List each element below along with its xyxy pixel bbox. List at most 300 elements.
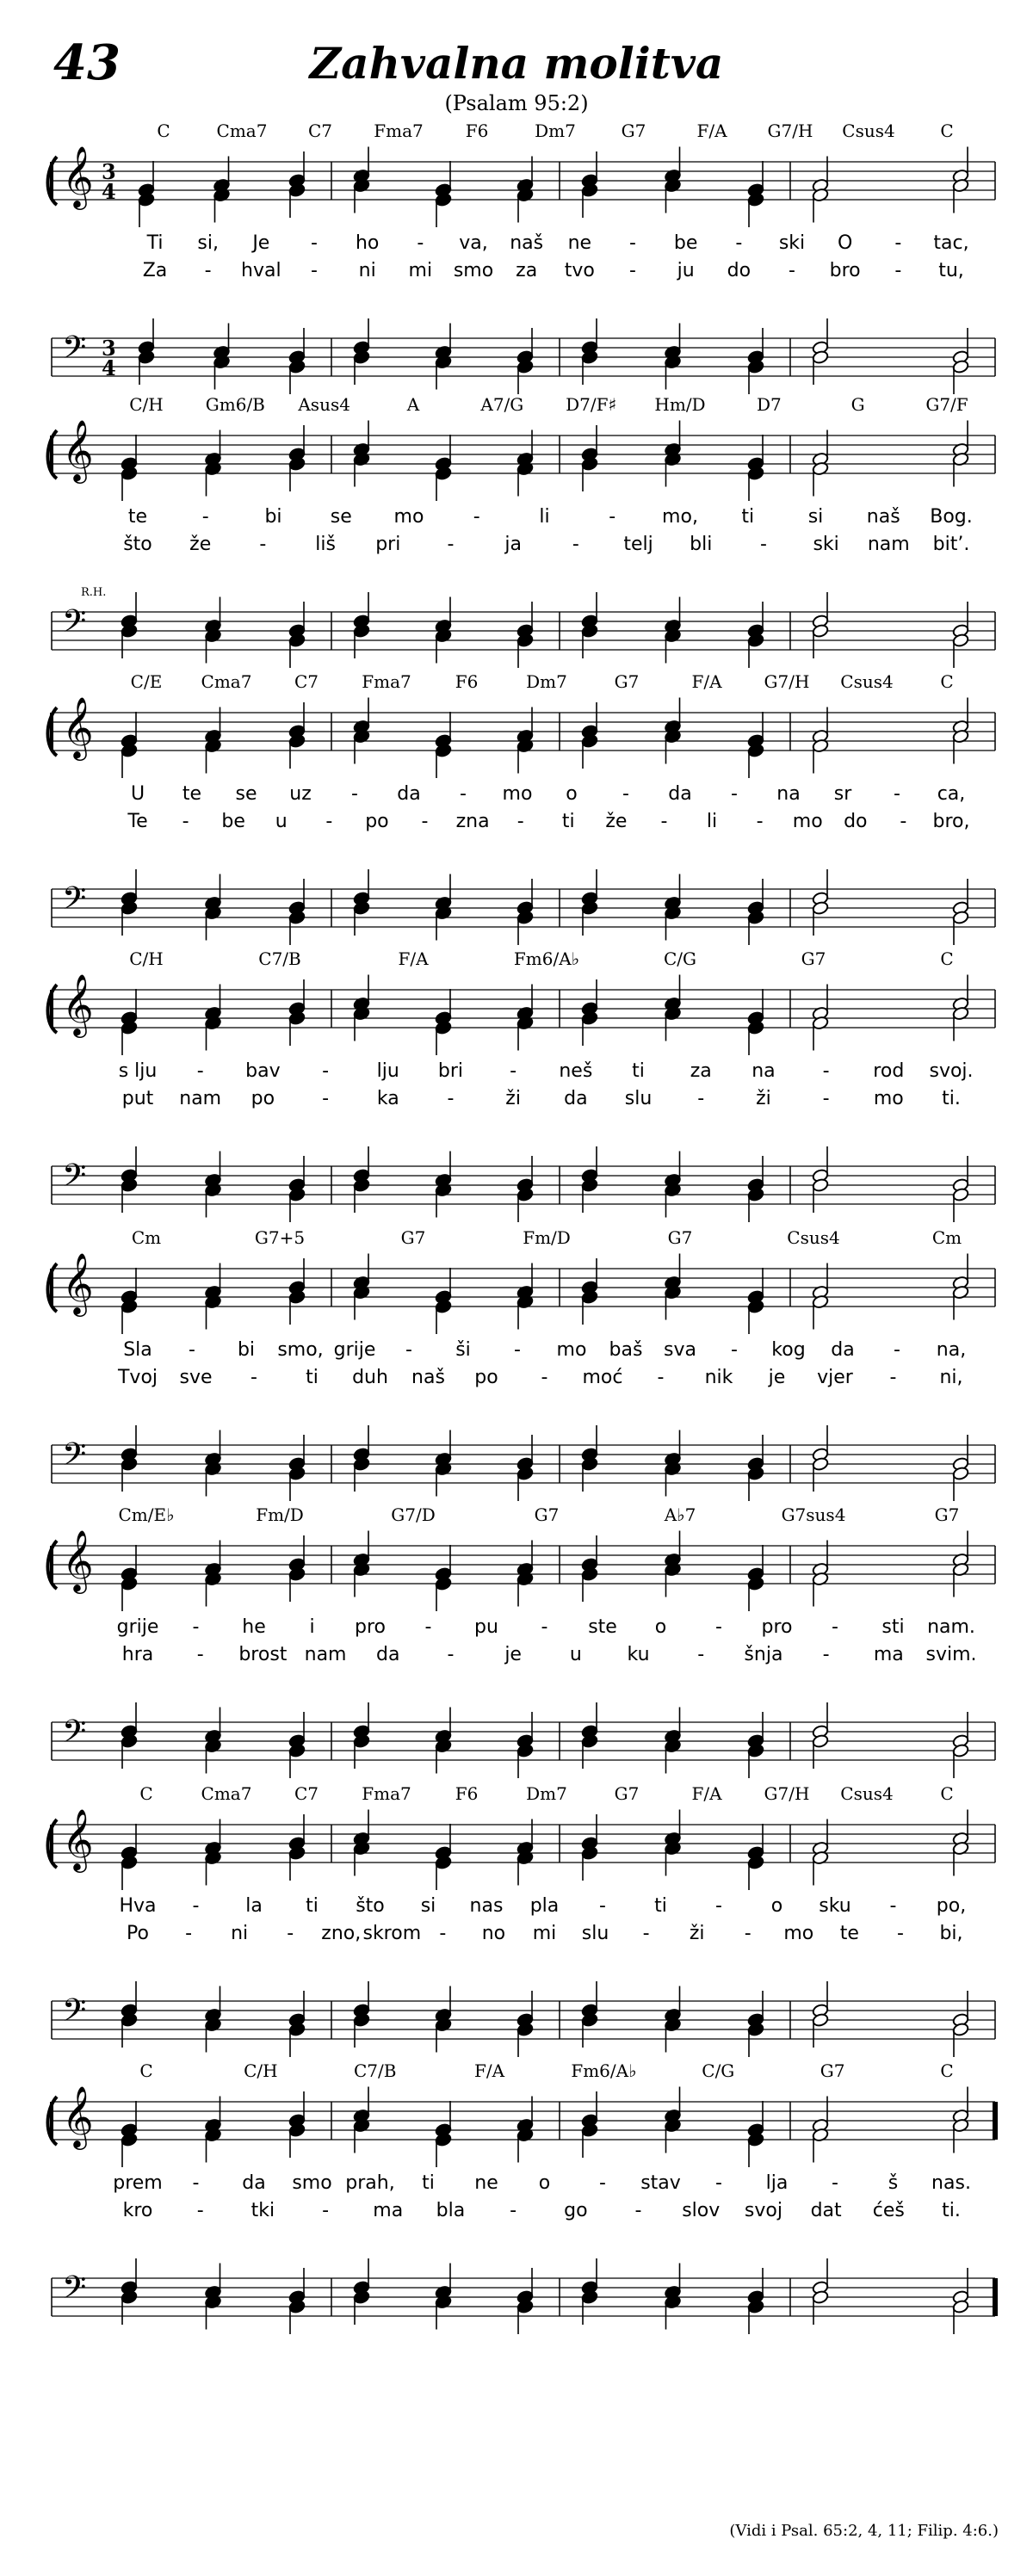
chord-symbol: Cm bbox=[131, 1227, 162, 1248]
chord-symbol: G7 bbox=[400, 1227, 426, 1248]
lyric-syllable: na bbox=[776, 783, 801, 805]
lyric-syllable: naš bbox=[411, 1367, 445, 1388]
lyric-syllable: - bbox=[185, 1923, 193, 1944]
lyric-syllable: ma bbox=[373, 2200, 404, 2221]
chord-symbol: F6 bbox=[455, 671, 479, 692]
lyric-syllable: svoj bbox=[744, 2200, 782, 2221]
lyric-syllable: ćeš bbox=[872, 2200, 905, 2221]
chord-symbol: Cm/E♭ bbox=[118, 1504, 175, 1525]
lyric-syllable: liš bbox=[315, 534, 336, 555]
chord-symbol: C7 bbox=[294, 671, 319, 692]
lyric-syllable: nam. bbox=[927, 1616, 975, 1638]
lyric-syllable: smo, bbox=[277, 1339, 324, 1361]
lyric-syllable: - bbox=[201, 506, 209, 528]
lyric-syllable: - bbox=[196, 1060, 204, 1082]
chord-symbol: G7sus4 bbox=[781, 1504, 846, 1525]
lyric-syllable: brost bbox=[238, 1644, 288, 1665]
treble-clef-icon: 𝄞 bbox=[62, 418, 94, 481]
lyric-syllable: ni, bbox=[939, 1367, 963, 1388]
chord-symbol: Cm bbox=[931, 1227, 962, 1248]
music-system bbox=[52, 120, 999, 430]
lyric-syllable: - bbox=[756, 811, 764, 832]
lyric-syllable: u bbox=[569, 1644, 582, 1665]
lyric-syllable: - bbox=[822, 1644, 830, 1665]
lyric-syllable: da bbox=[564, 1088, 588, 1109]
lyric-syllable: - bbox=[182, 811, 189, 832]
music-system bbox=[52, 948, 999, 1258]
chord-symbol: C bbox=[157, 120, 170, 141]
lyric-syllable: pri bbox=[375, 534, 401, 555]
lyric-syllable: nik bbox=[704, 1367, 733, 1388]
chord-symbol: F/A bbox=[696, 120, 727, 141]
lyric-syllable: - bbox=[822, 1088, 830, 1109]
staff-svg bbox=[52, 1513, 999, 1788]
chord-symbol: C7/B bbox=[258, 948, 301, 969]
lyric-syllable: nam bbox=[304, 1644, 347, 1665]
lyric-syllable: - bbox=[417, 232, 424, 254]
lyric-syllable: go bbox=[564, 2200, 588, 2221]
lyric-syllable: ti bbox=[422, 2172, 435, 2194]
lyric-syllable: nas. bbox=[931, 2172, 971, 2194]
lyric-syllable: - bbox=[697, 1088, 705, 1109]
lyric-syllable: O bbox=[837, 232, 853, 254]
chord-symbol: C bbox=[940, 2060, 954, 2081]
chord-symbol: G7/D bbox=[391, 1504, 436, 1525]
chord-symbol: G7 bbox=[621, 120, 646, 141]
lyric-syllable: - bbox=[424, 1616, 432, 1638]
chord-symbol: Hm/D bbox=[654, 394, 706, 415]
lyric-syllable: sve bbox=[179, 1367, 213, 1388]
lyric-syllable: va, bbox=[459, 232, 488, 254]
chord-symbol: Fma7 bbox=[374, 120, 424, 141]
lyric-syllable: - bbox=[889, 1367, 897, 1388]
chord-symbol: Cma7 bbox=[216, 120, 268, 141]
time-signature-denominator: 4 bbox=[102, 179, 116, 204]
lyric-syllable: - bbox=[287, 1923, 294, 1944]
chord-symbol: Dm7 bbox=[526, 671, 567, 692]
chord-symbol: Csus4 bbox=[787, 1227, 840, 1248]
lyric-syllable: - bbox=[731, 1339, 738, 1361]
bass-clef-icon: 𝄢 bbox=[62, 330, 87, 374]
music-system bbox=[52, 1227, 999, 1537]
lyric-syllable: - bbox=[460, 783, 467, 805]
lyric-syllable: Sla bbox=[123, 1339, 152, 1361]
lyric-syllable: ži bbox=[756, 1088, 771, 1109]
lyric-syllable: što bbox=[123, 534, 152, 555]
lyric-syllable: da bbox=[376, 1644, 400, 1665]
music-system bbox=[52, 394, 999, 704]
chord-symbol: C bbox=[940, 1783, 954, 1804]
chord-symbol: G7 bbox=[534, 1504, 560, 1525]
bass-clef-icon: 𝄢 bbox=[62, 880, 87, 924]
lyric-syllable: - bbox=[447, 534, 455, 555]
lyric-syllable: sr bbox=[833, 783, 852, 805]
lyric-syllable: Je bbox=[252, 232, 270, 254]
lyric-syllable: - bbox=[572, 534, 579, 555]
lyric-syllable: - bbox=[421, 811, 429, 832]
time-signature-denominator: 4 bbox=[102, 355, 116, 380]
lyric-syllable: - bbox=[251, 1367, 257, 1388]
lyric-syllable: što bbox=[356, 1895, 385, 1917]
lyric-syllable: - bbox=[311, 260, 318, 281]
chord-symbol: G7 bbox=[614, 1783, 640, 1804]
lyric-syllable: - bbox=[715, 2172, 722, 2194]
lyric-syllable: - bbox=[832, 2172, 838, 2194]
lyric-syllable: si bbox=[807, 506, 824, 528]
lyric-syllable: - bbox=[541, 1616, 548, 1638]
chord-symbol: Fma7 bbox=[362, 671, 411, 692]
lyric-syllable: ju bbox=[677, 260, 695, 281]
lyric-syllable: - bbox=[541, 1367, 548, 1388]
lyric-syllable: hval bbox=[241, 260, 281, 281]
lyric-syllable: nam bbox=[867, 534, 910, 555]
lyric-syllable: lju bbox=[376, 1060, 399, 1082]
chord-symbol: Asus4 bbox=[298, 394, 350, 415]
lyric-syllable: o bbox=[654, 1616, 667, 1638]
lyric-syllable: do bbox=[727, 260, 752, 281]
chord-symbol: C/H bbox=[129, 948, 164, 969]
lyric-syllable: ti. bbox=[942, 2200, 961, 2221]
chord-symbol: G7 bbox=[667, 1227, 693, 1248]
lyric-syllable: - bbox=[894, 1339, 900, 1361]
lyric-syllable: ži bbox=[689, 1923, 705, 1944]
lyric-syllable: - bbox=[657, 1367, 665, 1388]
lyric-syllable: se bbox=[235, 783, 257, 805]
lyric-syllable: tki bbox=[251, 2200, 275, 2221]
lyric-syllable: slu bbox=[624, 1088, 653, 1109]
chord-symbol: C7 bbox=[307, 120, 333, 141]
lyric-syllable: - bbox=[259, 534, 267, 555]
lyric-syllable: je bbox=[768, 1367, 786, 1388]
lyric-syllable: mo bbox=[873, 1088, 904, 1109]
lyric-syllable: - bbox=[510, 2200, 517, 2221]
treble-clef-icon: 𝄞 bbox=[62, 1251, 94, 1314]
lyric-syllable: mo bbox=[783, 1923, 814, 1944]
lyric-syllable: - bbox=[660, 811, 668, 832]
chord-symbol: F6 bbox=[465, 120, 489, 141]
chord-symbol: G7/H bbox=[767, 120, 813, 141]
lyric-syllable: slu bbox=[581, 1923, 609, 1944]
lyric-syllable: vjer bbox=[817, 1367, 853, 1388]
chord-symbol: F/A bbox=[691, 1783, 722, 1804]
lyric-syllable: mo bbox=[556, 1339, 587, 1361]
lyric-syllable: tu, bbox=[938, 260, 964, 281]
lyric-syllable: mi bbox=[408, 260, 433, 281]
chord-symbol: A bbox=[406, 394, 420, 415]
bass-clef-icon: 𝄢 bbox=[62, 1714, 87, 1757]
lyric-syllable: - bbox=[510, 1060, 517, 1082]
lyric-syllable: pla bbox=[529, 1895, 560, 1917]
chord-symbol: Dm7 bbox=[526, 1783, 567, 1804]
lyric-syllable: - bbox=[715, 1895, 722, 1917]
lyric-syllable: ku bbox=[627, 1644, 650, 1665]
lyric-syllable: put bbox=[121, 1088, 154, 1109]
lyric-syllable: svim. bbox=[925, 1644, 977, 1665]
chord-symbol: C/H bbox=[244, 2060, 278, 2081]
hymn-subtitle: (Psalam 95:2) bbox=[444, 91, 589, 115]
lyric-syllable: mo bbox=[502, 783, 533, 805]
lyric-syllable: ski bbox=[778, 232, 806, 254]
lyric-syllable: pro bbox=[355, 1616, 386, 1638]
chord-symbol: C/H bbox=[129, 394, 164, 415]
lyric-syllable: - bbox=[634, 2200, 642, 2221]
lyric-syllable: bla bbox=[436, 2200, 466, 2221]
lyric-syllable: - bbox=[204, 260, 212, 281]
treble-clef-icon: 𝄞 bbox=[62, 695, 94, 758]
lyric-syllable: da bbox=[397, 783, 421, 805]
lyric-syllable: - bbox=[514, 1339, 521, 1361]
lyric-syllable: naš bbox=[866, 506, 900, 528]
lyric-syllable: ti bbox=[741, 506, 755, 528]
lyric-syllable: - bbox=[516, 811, 524, 832]
lyric-syllable: sku bbox=[819, 1895, 851, 1917]
hymn-number: 43 bbox=[53, 34, 121, 91]
lyric-syllable: ma bbox=[873, 1644, 904, 1665]
chord-symbol: G7/H bbox=[764, 671, 810, 692]
lyric-syllable: ski bbox=[813, 534, 839, 555]
lyric-syllable: - bbox=[731, 783, 738, 805]
lyric-syllable: li bbox=[706, 811, 718, 832]
bass-clef-icon: 𝄢 bbox=[62, 603, 87, 647]
lyric-syllable: kog bbox=[771, 1339, 806, 1361]
lyric-syllable: si bbox=[420, 1895, 436, 1917]
chord-symbol: C bbox=[940, 120, 954, 141]
lyric-syllable: slov bbox=[682, 2200, 721, 2221]
chord-symbol: Fm/D bbox=[256, 1504, 304, 1525]
chord-symbol: C bbox=[139, 1783, 153, 1804]
lyric-syllable: te bbox=[839, 1923, 859, 1944]
chord-symbol: Fm/D bbox=[523, 1227, 571, 1248]
lyric-syllable: - bbox=[715, 1616, 722, 1638]
lyric-syllable: - bbox=[822, 1060, 830, 1082]
lyric-syllable: - bbox=[629, 232, 636, 254]
lyric-syllable: šnja bbox=[744, 1644, 783, 1665]
lyric-syllable: - bbox=[473, 506, 480, 528]
lyric-syllable: telj bbox=[623, 534, 653, 555]
lyric-syllable: Po bbox=[127, 1923, 149, 1944]
lyric-syllable: - bbox=[322, 1088, 330, 1109]
music-system bbox=[52, 1504, 999, 1814]
lyric-syllable: ti bbox=[654, 1895, 667, 1917]
lyric-syllable: mo bbox=[792, 811, 823, 832]
lyric-syllable: bi bbox=[237, 1339, 256, 1361]
lyric-syllable: nas bbox=[469, 1895, 504, 1917]
lyric-syllable: - bbox=[759, 534, 767, 555]
lyric-syllable: ti. bbox=[942, 1088, 961, 1109]
lyric-syllable: U bbox=[130, 783, 145, 805]
lyric-syllable: Za bbox=[142, 260, 168, 281]
lyric-syllable: ži bbox=[505, 1088, 521, 1109]
lyric-syllable: ste bbox=[588, 1616, 617, 1638]
lyric-syllable: ka bbox=[376, 1088, 399, 1109]
lyric-syllable: ne bbox=[474, 2172, 498, 2194]
chord-symbol: G7 bbox=[934, 1504, 960, 1525]
bass-clef-icon: 𝄢 bbox=[62, 1992, 87, 2036]
lyric-syllable: prah, bbox=[345, 2172, 395, 2194]
treble-clef-icon: 𝄞 bbox=[62, 145, 94, 207]
lyric-syllable: - bbox=[735, 232, 743, 254]
chord-symbol: Csus4 bbox=[840, 671, 894, 692]
lyric-syllable: mo, bbox=[662, 506, 698, 528]
chord-symbol: F/A bbox=[398, 948, 429, 969]
lyric-syllable: he bbox=[242, 1616, 266, 1638]
lyric-syllable: skrom bbox=[362, 1923, 422, 1944]
lyric-syllable: bri bbox=[437, 1060, 464, 1082]
chord-symbol: Fm6/A♭ bbox=[513, 948, 580, 969]
time-signature-numerator: 3 bbox=[102, 159, 116, 184]
lyric-syllable: grije bbox=[116, 1616, 159, 1638]
lyric-syllable: pro bbox=[761, 1616, 793, 1638]
music-system bbox=[52, 671, 999, 981]
lyric-syllable: baš bbox=[609, 1339, 643, 1361]
lyric-syllable: Ti bbox=[146, 232, 164, 254]
chord-symbol: C7 bbox=[294, 1783, 319, 1804]
lyric-syllable: kro bbox=[122, 2200, 153, 2221]
lyric-syllable: ti bbox=[632, 1060, 645, 1082]
chord-symbol: D7/F♯ bbox=[566, 394, 617, 415]
lyric-syllable: - bbox=[622, 783, 629, 805]
chord-symbol: A♭7 bbox=[664, 1504, 696, 1525]
lyric-syllable: že bbox=[189, 534, 212, 555]
lyric-syllable: li bbox=[539, 506, 550, 528]
lyric-syllable: po bbox=[474, 1367, 498, 1388]
lyric-syllable: moć bbox=[582, 1367, 623, 1388]
lyric-syllable: tac, bbox=[933, 232, 969, 254]
hymn-title: Zahvalna molitva bbox=[309, 38, 724, 89]
chord-symbol: Fm6/A♭ bbox=[571, 2060, 637, 2081]
time-signature-numerator: 3 bbox=[102, 336, 116, 361]
lyric-syllable: neš bbox=[559, 1060, 593, 1082]
lyric-syllable: - bbox=[599, 1895, 606, 1917]
lyric-syllable: te bbox=[182, 783, 202, 805]
chord-symbol: C7/B bbox=[353, 2060, 397, 2081]
chord-symbol: Csus4 bbox=[840, 1783, 894, 1804]
chord-symbol: G7/H bbox=[764, 1783, 810, 1804]
lyric-syllable: - bbox=[900, 811, 907, 832]
lyric-syllable: - bbox=[447, 1644, 455, 1665]
chord-symbol: G7 bbox=[801, 948, 826, 969]
lyric-syllable: ne bbox=[567, 232, 592, 254]
lyric-syllable: mo bbox=[393, 506, 424, 528]
treble-clef-icon: 𝄞 bbox=[62, 973, 94, 1035]
lyric-syllable: Te bbox=[127, 811, 148, 832]
chord-symbol: F6 bbox=[455, 1783, 479, 1804]
scripture-reference: (Vidi i Psal. 65:2, 4, 11; Filip. 4:6.) bbox=[729, 2522, 999, 2540]
lyric-syllable: - bbox=[196, 1644, 204, 1665]
lyric-syllable: zna bbox=[455, 811, 490, 832]
lyric-syllable: Bog. bbox=[930, 506, 973, 528]
lyric-syllable: la bbox=[245, 1895, 263, 1917]
lyric-syllable: naš bbox=[510, 232, 544, 254]
lyric-syllable: hra bbox=[121, 1644, 154, 1665]
chord-symbol: A7/G bbox=[480, 394, 524, 415]
chord-symbol: C/G bbox=[702, 2060, 735, 2081]
lyric-syllable: lja bbox=[765, 2172, 789, 2194]
lyric-syllable: - bbox=[192, 1895, 200, 1917]
lyric-syllable: smo bbox=[292, 2172, 332, 2194]
lyric-syllable: o bbox=[566, 783, 578, 805]
right-hand-marker: R.H. bbox=[81, 586, 107, 599]
bass-clef-icon: 𝄢 bbox=[62, 1158, 87, 1202]
lyric-syllable: ni bbox=[358, 260, 376, 281]
lyric-syllable: sti bbox=[881, 1616, 905, 1638]
lyric-syllable: - bbox=[629, 260, 636, 281]
lyric-syllable: uz bbox=[289, 783, 312, 805]
lyric-syllable: bi, bbox=[939, 1923, 963, 1944]
lyric-syllable: ti bbox=[561, 811, 575, 832]
chord-symbol: F/A bbox=[474, 2060, 505, 2081]
lyric-syllable: Tvoj bbox=[117, 1367, 158, 1388]
lyric-syllable: po, bbox=[936, 1895, 967, 1917]
lyric-syllable: si, bbox=[197, 232, 219, 254]
lyric-syllable: bro, bbox=[932, 811, 970, 832]
lyric-syllable: - bbox=[405, 1339, 412, 1361]
lyric-syllable: po bbox=[365, 811, 389, 832]
lyric-syllable: je bbox=[504, 1644, 522, 1665]
lyric-syllable: - bbox=[896, 1923, 904, 1944]
lyric-syllable: na bbox=[752, 1060, 776, 1082]
lyric-syllable: no bbox=[481, 1923, 506, 1944]
lyric-syllable: o bbox=[770, 1895, 783, 1917]
lyric-syllable: - bbox=[447, 1088, 455, 1109]
lyric-syllable: rod bbox=[873, 1060, 905, 1082]
chord-symbol: G7 bbox=[820, 2060, 845, 2081]
treble-clef-icon: 𝄞 bbox=[62, 2085, 94, 2147]
music-system bbox=[52, 1783, 999, 2093]
treble-clef-icon: 𝄞 bbox=[62, 1529, 94, 1591]
lyric-syllable: - bbox=[322, 1060, 330, 1082]
lyric-syllable: pu bbox=[474, 1616, 498, 1638]
lyric-syllable: te bbox=[127, 506, 148, 528]
lyric-syllable: se bbox=[330, 506, 352, 528]
lyric-syllable: bav bbox=[245, 1060, 281, 1082]
lyric-syllable: - bbox=[322, 2200, 330, 2221]
lyric-syllable: svoj. bbox=[929, 1060, 974, 1082]
lyric-syllable: do bbox=[844, 811, 868, 832]
lyric-syllable: - bbox=[192, 1616, 200, 1638]
chord-symbol: G bbox=[851, 394, 865, 415]
lyric-syllable: po bbox=[251, 1088, 275, 1109]
lyric-syllable: stav bbox=[640, 2172, 681, 2194]
lyric-syllable: ti bbox=[306, 1367, 319, 1388]
lyric-syllable: tvo bbox=[564, 260, 595, 281]
lyric-syllable: - bbox=[189, 1339, 195, 1361]
lyric-syllable: - bbox=[894, 783, 900, 805]
lyric-syllable: š bbox=[888, 2172, 899, 2194]
lyric-syllable: ja bbox=[504, 534, 522, 555]
music-system bbox=[52, 2060, 999, 2370]
chord-symbol: Cma7 bbox=[201, 1783, 252, 1804]
chord-symbol: C bbox=[139, 2060, 153, 2081]
lyric-syllable: že bbox=[605, 811, 628, 832]
lyric-syllable: - bbox=[789, 260, 795, 281]
lyric-syllable: smo bbox=[453, 260, 494, 281]
lyric-syllable: - bbox=[889, 1895, 897, 1917]
lyric-syllable: bi bbox=[264, 506, 282, 528]
lyric-syllable: - bbox=[609, 506, 616, 528]
chord-symbol: Cma7 bbox=[201, 671, 252, 692]
lyric-syllable: - bbox=[744, 1923, 752, 1944]
lyric-syllable: - bbox=[894, 260, 902, 281]
lyric-syllable: - bbox=[599, 2172, 606, 2194]
lyric-syllable: - bbox=[196, 2200, 204, 2221]
lyric-syllable: be bbox=[221, 811, 245, 832]
lyric-syllable: za bbox=[690, 1060, 712, 1082]
treble-clef-icon: 𝄞 bbox=[62, 1807, 94, 1870]
lyric-syllable: da bbox=[242, 2172, 266, 2194]
chord-symbol: G7 bbox=[614, 671, 640, 692]
chord-symbol: F/A bbox=[691, 671, 722, 692]
